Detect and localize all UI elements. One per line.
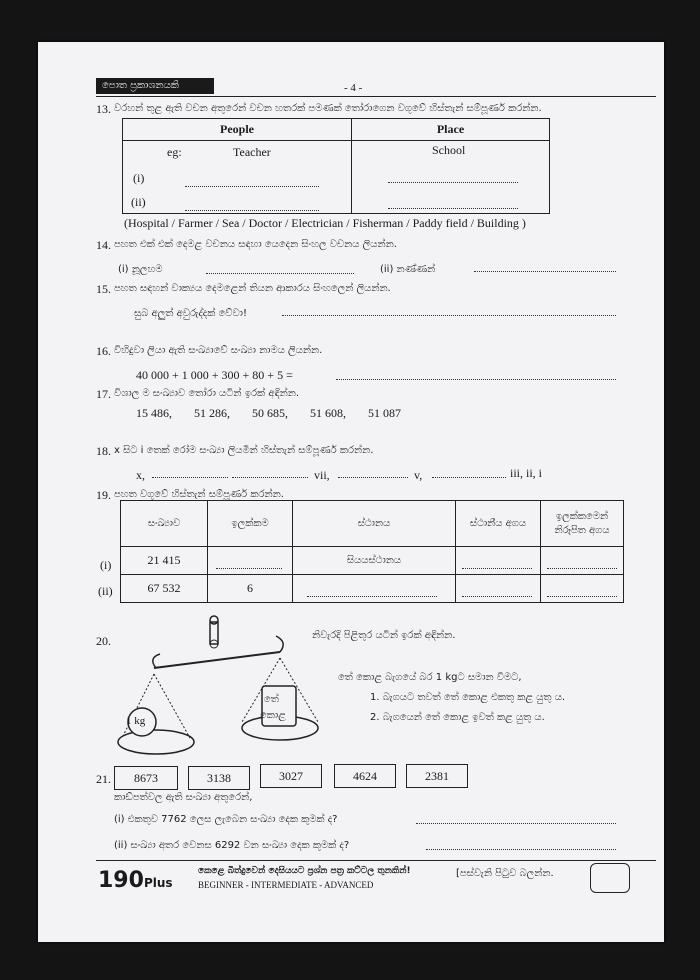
q19-number: 19. xyxy=(96,488,111,502)
publisher-label: පොත ප්‍රකාශනයකි xyxy=(96,78,214,94)
answer-line[interactable] xyxy=(462,559,532,569)
page-corner-box xyxy=(590,863,630,893)
q14-part-ii: (ii) නණ්ණන් xyxy=(380,264,436,275)
q20-text: නිවැරදි පිළිතුර යටින් ඉරක් අඳින්න. xyxy=(312,630,456,641)
roman-v: v, xyxy=(414,468,423,482)
answer-line[interactable] xyxy=(426,840,616,850)
q19-text: පහත වගුවේ හිස්තැන් සම්පූර්ණ කරන්න. xyxy=(114,489,284,500)
cell-blank[interactable] xyxy=(541,575,624,603)
q20-option-1[interactable]: 1. බැගයට තවත් තේ කොළ එකතු කළ යුතු ය. xyxy=(370,692,566,703)
balance-scale-icon xyxy=(108,612,328,762)
answer-line[interactable] xyxy=(416,814,616,824)
q16-number: 16. xyxy=(96,344,111,358)
header-rule xyxy=(96,96,656,97)
roman-x: x, xyxy=(136,468,145,482)
page-number: - 4 - xyxy=(344,82,363,94)
eg-label: eg: xyxy=(167,145,182,159)
answer-line[interactable] xyxy=(462,587,532,597)
brand-plus: Plus xyxy=(143,876,173,890)
q16-expression: 40 000 + 1 000 + 300 + 80 + 5 = xyxy=(136,368,293,382)
cell-blank[interactable] xyxy=(456,547,541,575)
footer-levels: BEGINNER - INTERMEDIATE - ADVANCED xyxy=(198,880,374,890)
q13-text: වරහන් තුළ ඇති වචන අතුරෙන් වචන හතරක් පමණක් තෝරාගෙන වගුවේ හිස්තැන් සම්පූර්ණ කරන්න. xyxy=(114,103,542,114)
col-value-line2: නිරූපිත අගය xyxy=(554,524,610,536)
q14-part-i: (i) නූලහම xyxy=(118,264,163,275)
worksheet-page xyxy=(38,42,664,942)
number-option[interactable]: 50 685, xyxy=(252,406,288,420)
answer-line[interactable] xyxy=(282,306,616,316)
q14-text: පහත එක් එක් දෙමළ වචනය සඳහා යෙදෙන සිංහල වචනය ලියන්න. xyxy=(114,239,397,250)
q15-sentence: සුබ අලුත් අවුරුද්දක් වේවා! xyxy=(134,308,247,319)
number-option[interactable]: 15 486, xyxy=(136,406,172,420)
answer-line[interactable] xyxy=(336,370,616,380)
cell-blank[interactable] xyxy=(456,575,541,603)
cell-blank[interactable] xyxy=(208,547,293,575)
col-place: ස්ථානය xyxy=(293,501,456,547)
q15-text: පහත සඳහන් වාක්‍යය දෙමළෙන් තියන ආකාරය සිංහලෙන් ලියන්න. xyxy=(114,283,391,294)
answer-line[interactable] xyxy=(338,468,408,478)
q19-row-i: (i) xyxy=(100,558,112,572)
answer-line[interactable] xyxy=(216,559,282,569)
answer-line[interactable] xyxy=(185,177,319,187)
bag-label: තේ xyxy=(264,694,279,705)
answer-line[interactable] xyxy=(432,468,506,478)
q17-number: 17. xyxy=(96,387,111,401)
q21-part-ii: (ii) සංඛ්‍යා අතර වෙනස 6292 වන සංඛ්‍යා දෙක කුමක් ද? xyxy=(114,840,350,851)
answer-line[interactable] xyxy=(232,468,308,478)
cell-place: සියයස්ථානය xyxy=(293,547,456,575)
example-place: School xyxy=(432,143,466,157)
cell-number: 67 532 xyxy=(121,575,208,603)
answer-line[interactable] xyxy=(388,173,518,183)
answer-line[interactable] xyxy=(547,559,617,569)
footer-rule xyxy=(96,860,656,861)
q13-number: 13. xyxy=(96,102,111,116)
number-option[interactable]: 51 286, xyxy=(194,406,230,420)
example-people: Teacher xyxy=(233,145,271,159)
answer-line[interactable] xyxy=(547,587,617,597)
place-cell xyxy=(352,141,550,214)
col-people: People xyxy=(123,119,352,141)
number-option[interactable]: 51 087 xyxy=(368,406,401,420)
roman-tail: iii, ii, i xyxy=(510,466,543,480)
q14-number: 14. xyxy=(96,238,111,252)
answer-line[interactable] xyxy=(185,201,319,211)
roman-vii: vii, xyxy=(314,468,330,482)
bag-label: කොළ xyxy=(260,710,286,721)
answer-line[interactable] xyxy=(206,264,354,274)
cell-blank[interactable] xyxy=(541,547,624,575)
answer-line[interactable] xyxy=(307,587,437,597)
col-value xyxy=(541,501,624,547)
number-card: 2381 xyxy=(406,764,468,788)
col-digit: ඉලක්කම xyxy=(208,501,293,547)
brand-number: 190 xyxy=(98,868,144,893)
number-card: 3027 xyxy=(260,764,322,788)
q21-text: කාඩ්පත්වල ඇති සංඛ්‍යා අතුරෙන්, xyxy=(114,792,253,803)
cell-number: 21 415 xyxy=(121,547,208,575)
q20-option-2[interactable]: 2. බැගයෙන් තේ කොළ ඉවත් කළ යුතු ය. xyxy=(370,712,545,723)
col-place: Place xyxy=(352,119,550,141)
q15-number: 15. xyxy=(96,282,111,296)
people-cell xyxy=(123,141,352,214)
number-option[interactable]: 51 608, xyxy=(310,406,346,420)
number-card: 4624 xyxy=(334,764,396,788)
q21-part-i: (i) එකතුව 7762 ලෙස ලැබෙන සංඛ්‍යා දෙක කුමක් ද? xyxy=(114,814,338,825)
q17-text: විශාල ම සංඛ්‍යාව තෝරා යටින් ඉරක් අඳින්න. xyxy=(114,388,300,399)
col-value-line1: ඉලක්කමෙන් xyxy=(555,510,609,522)
q13-table xyxy=(122,118,550,214)
answer-line[interactable] xyxy=(388,199,518,209)
q16-text: විහිදුවා ලියා ඇති සංඛ්‍යාවේ සංඛ්‍යා නාමය ලියන්න. xyxy=(114,345,323,356)
brand-logo xyxy=(98,868,173,893)
q20-number: 20. xyxy=(96,634,111,648)
footer-tagline: කෙළෙ බිත්දුවෙන් දෙසියයට ප්‍රශ්න පත්‍ර කට්ටල තුනකින්! xyxy=(198,866,411,876)
answer-line[interactable] xyxy=(152,468,228,478)
q19-row-ii: (ii) xyxy=(98,584,113,598)
row-ii-label: (ii) xyxy=(131,195,146,209)
next-page-note: [පස්වැනි පිටුව බලන්න. xyxy=(456,868,554,879)
q19-table xyxy=(120,500,624,603)
q18-number: 18. xyxy=(96,444,111,458)
q21-number: 21. xyxy=(96,772,111,786)
q13-word-list: (Hospital / Farmer / Sea / Doctor / Electrician / Fisherman / Paddy field / Building ) xyxy=(124,216,526,230)
cell-digit: 6 xyxy=(208,575,293,603)
q18-text: x සිට i තෙක් රෝම සංඛ්‍යා ලියමින් හිස්තැන් සම්පූර්ණ කරන්න. xyxy=(114,445,374,456)
number-card: 8673 xyxy=(114,766,178,790)
q20-condition: තේ කොළ බැගයේ බර 1 kgට සමාන වීමට, xyxy=(338,672,522,683)
answer-line[interactable] xyxy=(474,262,616,272)
row-i-label: (i) xyxy=(133,171,145,185)
col-number: සංඛ්‍යාව xyxy=(121,501,208,547)
number-card: 3138 xyxy=(188,766,250,790)
col-place-value: ස්ථානීය අගය xyxy=(456,501,541,547)
cell-blank[interactable] xyxy=(293,575,456,603)
weight-label: 1 kg xyxy=(126,715,146,727)
